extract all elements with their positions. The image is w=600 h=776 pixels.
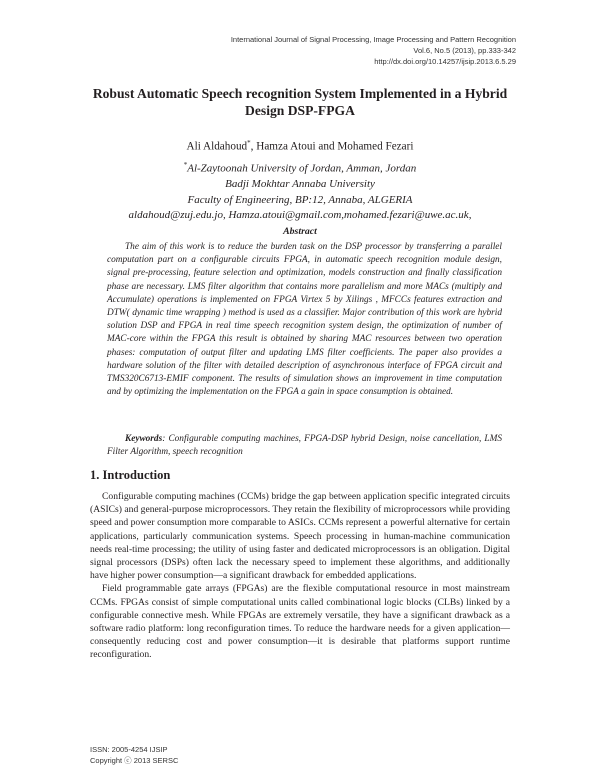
- keywords-text: : Configurable computing machines, FPGA-DSP hybrid Design, noise cancellation, LMS Filter Algorithm, speech recognition: [107, 434, 502, 458]
- section-heading-introduction: 1. Introduction: [90, 468, 171, 482]
- author-emails: aldahoud@zuj.edu.jo, Hamza.atoui@gmail.com,mohamed.fezari@uwe.ac.uk,: [128, 209, 472, 222]
- journal-doi: http://dx.doi.org/10.14257/ijsip.2013.6.5.29: [374, 57, 516, 66]
- abstract-heading: Abstract: [283, 226, 317, 237]
- keywords-label: Keywords: [125, 434, 163, 444]
- journal-volume: Vol.6, No.5 (2013), pp.333-342: [413, 46, 516, 55]
- footer-copyright: Copyright ⓒ 2013 SERSC: [90, 755, 179, 765]
- abstract-text: The aim of this work is to reduce the burden task on the DSP processor by transferring a parallel computation part on a configurable circuits FPGA, in automatic speech recognition module design, signal pre-processing, feature selection and optimization, models construction and finally classification phase are necessary. LMS filter algorithm that contains more parallelism and more MACs (multiply and Accumulate) operations is implemented on FPGA Virtex 5 by Xilings , MFCCs features extraction and DTW( dynamic time wrapping ) method is used as a classifier. Major contribution of this work are hybrid solution DSP and FPGA in real time speech recognition system design, the optimization of number of MAC-core within the FPGA this result is obtained by sharing MAC resources between two operation phases: computation of output filter and updating LMS filter coefficients. The paper also provides a hardware solution of the filter with detailed description of asynchronous interface of FPGA circuit and TMS320C6713-EMIF component. The results of simulation shows an improvement in time computation and by optimizing the implementation on the FPGA a gain in space consumption is obtained.: [107, 242, 502, 398]
- affiliation-mark: *: [183, 161, 188, 169]
- intro-paragraph-2: Field programmable gate arrays (FPGAs) are the flexible computational resource in most mainstream CCMs. FPGAs consist of simple computational units called combinational logic blocks (CLBs) linked by a configurable connective mesh. While FPGAs are extremely versatile, they have a significant drawback as a software radio platform: long reconfiguration times. To reduce the hardware needs for a given application—consequently reducing cost and power consumption—it is desirable that platforms support runtime reconfiguration.: [90, 583, 510, 661]
- footer-issn: ISSN: 2005-4254 IJSIP: [90, 745, 168, 754]
- affiliation-line-2: Badji Mokhtar Annaba University: [225, 178, 375, 191]
- author-rest: , Hamza Atoui and Mohamed Fezari: [250, 140, 414, 153]
- paper-title: Robust Automatic Speech recognition System Implemented in a Hybrid Design DSP-FPGA: [92, 86, 508, 118]
- journal-header: [231, 34, 516, 67]
- author-first: Ali Aldahoud: [186, 140, 248, 153]
- keywords: [107, 433, 502, 459]
- affiliation-line-3: Faculty of Engineering, BP:12, Annaba, ALGERIA: [187, 193, 413, 206]
- author-affiliation-mark: *: [247, 139, 251, 147]
- affiliations: [60, 158, 540, 224]
- intro-paragraph-1: Configurable computing machines (CCMs) bridge the gap between application specific integrated circuits (ASICs) and general-purpose microprocessors. They retain the flexibility of microprocessors while providing speed and power consumption more comparable to ASICs. CCMs represent a powerful alternative for certain applications, particularly communication systems. Speech processing in human-machine communication needs real-time processing; the utility of using faster and dedicated microprocessors is an obligation. Digital signal processors (DSPs) often lack the necessary speed to implement these algorithms, and additionally have higher power consumption—a significant drawback for embedded applications.: [90, 491, 510, 582]
- introduction-body: [90, 490, 510, 662]
- affiliation-line-1: *Al-Zaytoonah University of Jordan, Amman, Jordan: [183, 161, 417, 175]
- page-footer: [90, 745, 178, 766]
- journal-name: International Journal of Signal Processing, Image Processing and Pattern Recognition: [230, 35, 516, 44]
- author-list: [60, 139, 540, 153]
